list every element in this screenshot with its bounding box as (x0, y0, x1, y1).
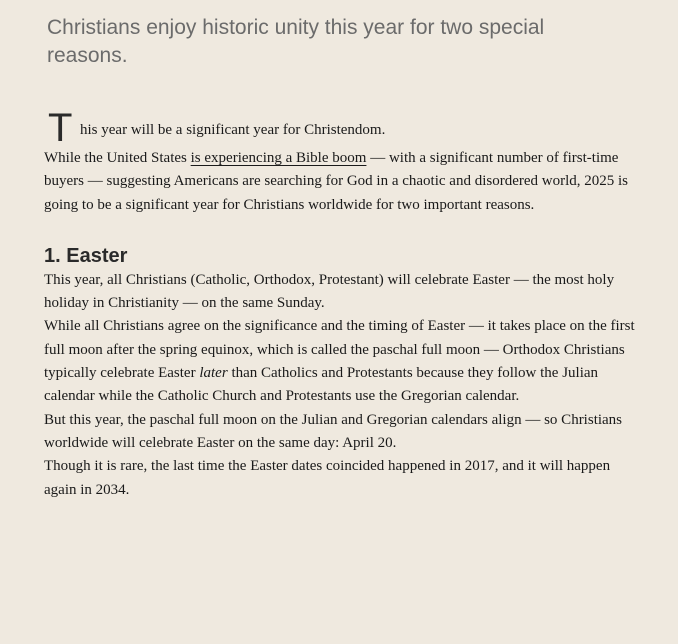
emphasis-later: later (199, 365, 228, 382)
lead-paragraph (44, 106, 644, 150)
paragraph-calendar-explanation (44, 315, 644, 408)
section-heading-easter: 1. Easter (44, 244, 128, 267)
paragraph-easter-same-sunday: This year, all Christians (Catholic, Orthodox, Protestant) will celebrate Easter — the most holy holiday in Christianity — on the same Sunday. (44, 271, 615, 312)
calendar-text-before-em: While all Christians agree on the significance and the timing of Easter — it takes place on the first full moon after the spring equinox, which is called the paschal full moon — Orthodox Christians typically celebrate Easter (44, 318, 635, 382)
article (44, 0, 644, 502)
intro-text-after-link: — with a significant number of first-time buyers — suggesting Americans are searching for God in a chaotic and disordered world, 2025 is going to be a significant year for Christians worldwide for two important reasons. (44, 150, 629, 213)
article-subtitle: Christians enjoy historic unity this year for two special reasons. (47, 16, 545, 67)
intro-text-before-link: While the United States (44, 150, 191, 166)
paragraph-april-20: But this year, the paschal full moon on the Julian and Gregorian calendars align — so Christians worldwide will celebrate Easter on the same day: April 20. (44, 411, 623, 451)
drop-cap: T (48, 106, 73, 150)
paragraph-rare-coincidence: Though it is rare, the last time the Easter dates coincided happened in 2017, and it will happen again in 2034. (44, 458, 611, 498)
lead-text: his year will be a significant year for Christendom. (80, 122, 386, 138)
paragraph-intro (44, 147, 644, 217)
bible-boom-link[interactable]: is experiencing a Bible boom (190, 150, 367, 166)
calendar-text-after-em: than Catholics and Protestants because they follow the Julian calendar while the Catholic Church and Protestants use the Gregorian calendar. (44, 365, 599, 405)
